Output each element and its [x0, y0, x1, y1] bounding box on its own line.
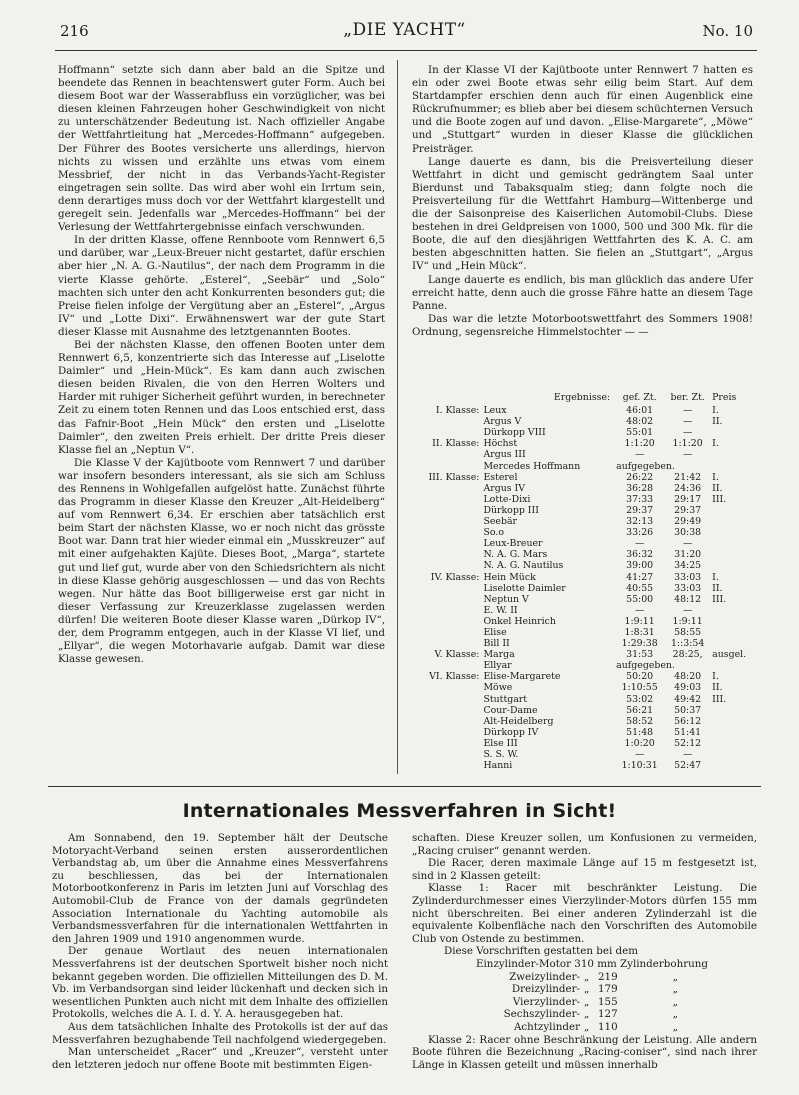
- result-row: [412, 527, 753, 538]
- cylinder-item: [412, 971, 757, 984]
- result-prize: [712, 538, 753, 549]
- result-boat: Hein Mück: [483, 571, 536, 583]
- result-row: [412, 438, 753, 449]
- result-row: [412, 483, 753, 494]
- result-class: [412, 516, 483, 527]
- result-class: [412, 449, 483, 460]
- paragraph: Lange dauerte es endlich, bis man glücklich das andere Ufer erreicht hatte, denn auch die grosse Fähre hatte an diesem Tage Panne.: [412, 273, 753, 312]
- paragraph: Klasse 1: Racer mit beschränkter Leistung. Die Zylinderdurchmesser eines Vierzylinder-Motors dürfen 155 mm nicht überschreiten. Bei einer anderen Zylinderzahl ist die equivalente Kolbenfläche nach den Vorschriften des Automobile Club von Ostende zu bestimmen.: [412, 882, 757, 945]
- result-ber-time: 34:25: [674, 560, 702, 572]
- paragraph: In der Klasse VI der Kajütboote unter Rennwert 7 hatten es ein oder zwei Boote etwas sehr eilig beim Start. Auf dem Startdampfer erschien denn auch für einen Augenblick eine Rückrufnummer; es blieb aber bei diesem schüchternen Versuch und die Boote zogen auf und davon. „Elise-Margarete“, „Möwe“ und „Stuttgart“ wurden in dieser Klasse die glücklichen Preisträger.: [412, 64, 753, 155]
- result-row: [412, 538, 753, 549]
- result-gef-time: 32:13: [626, 516, 654, 528]
- results-table: [412, 392, 753, 774]
- result-gef-time: 36:32: [626, 549, 654, 561]
- result-class: [412, 416, 483, 427]
- paragraph: Der genaue Wortlaut des neuen internationalen Messverfahrens ist der deutschen Sportwelt bisher noch nicht bekannt gegeben worden. Die offiziellen Mitteilungen des D. M. Vb. im Verbandsorgan sind leider lückenhaft und decken sich in wesentlichen Punkten auch nicht mit dem Inhalte des offiziellen Protokolls, welches die A. I. d. Y. A. herausgegeben hat.: [52, 945, 388, 1021]
- result-gef-time: 1:8:31: [624, 626, 655, 638]
- result-row: [412, 583, 753, 594]
- cylinder-name: Zweizylinder-: [509, 970, 580, 983]
- result-class: IV. Klasse:: [430, 571, 480, 583]
- result-prize: II.: [712, 482, 723, 494]
- ditto-mark: „: [672, 1008, 678, 1021]
- paragraph: schaften. Diese Kreuzer sollen, um Konfusionen zu vermeiden, „Racing cruiser“ genannt werden.: [412, 832, 757, 857]
- result-class: [412, 716, 483, 727]
- result-row: [412, 727, 753, 738]
- result-prize: II.: [712, 416, 723, 428]
- result-ber-time: —: [682, 427, 693, 439]
- result-boat: N. A. G. Mars: [483, 549, 548, 561]
- cylinder-list: [412, 971, 757, 1034]
- result-ber-time: 56:12: [674, 715, 702, 727]
- result-note: aufgegeben.: [616, 460, 675, 472]
- result-boat: Hanni: [483, 760, 513, 772]
- ditto-mark: „: [584, 995, 590, 1008]
- result-ber-time: 48:12: [674, 593, 702, 605]
- result-prize: [712, 516, 753, 527]
- result-ber-time: 29:37: [674, 504, 702, 516]
- cylinder-bore: 179: [598, 983, 618, 996]
- paragraph: Das war die letzte Motorbootswettfahrt des Sommers 1908! Ordnung, segensreiche Himmelstochter — —: [412, 312, 753, 338]
- result-class: [412, 427, 483, 438]
- section-rule: [48, 786, 761, 787]
- result-prize: [712, 738, 753, 749]
- result-gef-time: 53:02: [626, 693, 654, 705]
- result-boat: Argus III: [483, 449, 526, 461]
- result-prize: [712, 727, 753, 738]
- result-row: [412, 427, 753, 438]
- result-gef-time: —: [634, 749, 645, 760]
- result-ber-time: —: [682, 749, 693, 760]
- result-gef-time: 1:10:55: [621, 682, 658, 694]
- result-ber-time: 28:25,: [672, 649, 703, 661]
- cylinder-item: [412, 996, 757, 1009]
- result-gef-time: 55:01: [626, 427, 654, 439]
- result-boat: E. W. II: [483, 604, 518, 616]
- result-boat: Onkel Heinrich: [483, 615, 556, 627]
- result-row: [412, 449, 753, 460]
- paragraph: Diese Vorschriften gestatten bei dem: [444, 945, 638, 958]
- result-ber-time: 1:9:11: [672, 615, 703, 627]
- right-column: [412, 64, 753, 370]
- result-boat: Marga: [483, 649, 515, 661]
- result-ber-time: 1:1:20: [672, 438, 703, 450]
- result-row: [412, 671, 753, 682]
- result-row: [412, 694, 753, 705]
- result-class: [412, 594, 483, 605]
- paragraph: Die Racer, deren maximale Länge auf 15 m festgesetzt ist, sind in 2 Klassen geteilt:: [412, 857, 757, 882]
- result-gef-time: 37:33: [626, 493, 654, 505]
- page-number: 216: [60, 22, 89, 40]
- result-ber-time: 52:12: [674, 737, 702, 749]
- result-gef-time: 1:1:20: [624, 438, 655, 450]
- ditto-mark: „: [584, 1020, 590, 1033]
- col-header-ber: ber. Zt.: [670, 392, 705, 403]
- result-class: [412, 660, 483, 671]
- paragraph: Die Klasse V der Kajütboote vom Rennwert 7 und darüber war insofern besonders interessant, als sie sich am Schluss des Rennens in Wohlgefallen aufgelöst hatte. Zunächst führte das Programm in dieser Klasse den Kreuzer „Alt-Heidelberg“ auf vom Rennwert 6,34. Er erschien aber tatsächlich erst beim Start der nächsten Klasse, wo er noch nicht das grösste Boot war. Dann trat hier wieder einmal ein „Musskreuzer“ auf mit einer aufgehakten Kajüte. Dieses Boot, „Marga“, startete gut und lief gut, wurde aber von den Schiedsrichtern als nicht in diese Klasse gehörig ausgeschlossen — und das von Rechts wegen. Nur hätte das Boot billigerweise erst gar nicht in dieser Verfassung zur Kreuzerklasse zugelassen werden dürfen! Die weiteren Boote dieser Klasse waren „Dürkop IV“, der, dem Programm entgegen, auch in der Klasse VI lief, und „Ellyar“, die wegen Motorhavarie aufgab. Damit war diese Klasse gewesen.: [58, 456, 385, 666]
- journal-title: „DIE YACHT“: [343, 20, 466, 40]
- result-class: [412, 461, 483, 472]
- result-row: [412, 594, 753, 605]
- result-class: [412, 749, 483, 760]
- result-prize: [712, 749, 753, 760]
- result-class: [412, 616, 483, 627]
- result-ber-time: 50:37: [674, 704, 702, 716]
- result-row: [412, 660, 753, 671]
- result-gef-time: —: [634, 538, 645, 550]
- results-label: Ergebnisse:: [553, 392, 611, 403]
- results-header-row: [412, 392, 753, 405]
- article-left-column: [52, 832, 388, 1090]
- result-class: [412, 694, 483, 705]
- result-boat: Lotte-Dixi: [483, 493, 531, 505]
- cylinder-name: Dreizylinder-: [511, 983, 580, 996]
- cylinder-item: [412, 983, 757, 996]
- ditto-mark: „: [584, 1008, 590, 1021]
- result-row: [412, 494, 753, 505]
- result-gef-time: 1:9:11: [624, 615, 655, 627]
- result-gef-time: 41:27: [626, 571, 654, 583]
- result-row: [412, 760, 753, 771]
- result-prize: [712, 560, 753, 571]
- result-prize: [712, 705, 753, 716]
- page-header: [50, 18, 759, 46]
- paragraph: Einzylinder-Motor 310 mm Zylinderbohrung: [476, 957, 708, 970]
- result-prize: [712, 605, 753, 616]
- result-row: [412, 560, 753, 571]
- ditto-mark: „: [672, 970, 678, 983]
- result-class: [412, 638, 483, 649]
- result-ber-time: —: [682, 416, 693, 428]
- result-boat: Mercedes Hoffmann: [483, 460, 581, 472]
- result-ber-time: 33:03: [674, 582, 702, 594]
- result-ber-time: —: [682, 449, 693, 461]
- result-boat: Cour-Dame: [483, 704, 538, 716]
- result-boat: Argus V: [483, 416, 522, 428]
- paragraph: Lange dauerte es dann, bis die Preisverteilung dieser Wettfahrt in dicht und gemischt gedrängtem Saal unter Bierdunst und Tabaksqualm stieg; dann folgte noch die Preisverteilung für die Wettfahrt Hamburg—Wittenberge und die der Saisonpreise des Kaiserlichen Automobil-Clubs. Diese bestehen in drei Geldpreisen von 1000, 500 und 300 Mk. für die Boote, die auf den diesjährigen Wettfahrten des K. A. C. am besten abgeschnitten hatten. Sie fielen an „Stuttgart“, „Argus IV“ und „Hein Mück“.: [412, 155, 753, 273]
- result-boat: Ellyar: [483, 660, 512, 672]
- ditto-mark: „: [672, 983, 678, 996]
- cylinder-bore: 219: [598, 970, 618, 983]
- result-ber-time: 31:20: [674, 549, 702, 561]
- result-class: [412, 538, 483, 549]
- result-row: [412, 516, 753, 527]
- result-ber-time: 48:20: [674, 671, 702, 683]
- result-ber-time: —: [682, 538, 693, 550]
- column-divider: [397, 60, 398, 774]
- result-gef-time: 39:00: [626, 560, 654, 572]
- header-rule: [55, 50, 757, 51]
- result-gef-time: 55:00: [626, 593, 654, 605]
- result-gef-time: 58:52: [626, 715, 654, 727]
- result-boat: Bill II: [483, 638, 510, 650]
- result-gef-time: 50:20: [626, 671, 654, 683]
- result-class: [412, 682, 483, 693]
- issue-number: No. 10: [702, 22, 753, 40]
- result-prize: ausgel.: [712, 649, 747, 661]
- result-row: [412, 682, 753, 693]
- result-prize: I.: [712, 571, 719, 583]
- result-prize: III.: [712, 593, 727, 605]
- cylinder-name: Achtzylinder: [513, 1020, 580, 1033]
- result-class: VI. Klasse:: [429, 671, 480, 683]
- article-right-column: [412, 832, 757, 1090]
- result-gef-time: 33:26: [626, 527, 654, 539]
- result-gef-time: 1:0:20: [624, 737, 655, 749]
- result-prize: [712, 760, 753, 771]
- result-ber-time: 52:47: [674, 760, 702, 772]
- result-class: [412, 583, 483, 594]
- result-boat: Seebär: [483, 516, 518, 528]
- cylinder-bore: 155: [598, 995, 618, 1008]
- result-row: [412, 461, 753, 472]
- result-prize: III.: [712, 493, 727, 505]
- result-ber-time: 33:03: [674, 571, 702, 583]
- result-boat: Leux-Breuer: [483, 538, 543, 550]
- result-class: [412, 560, 483, 571]
- result-boat: Leux: [483, 405, 507, 417]
- result-gef-time: 40:55: [626, 582, 654, 594]
- article-title: Internationales Messverfahren in Sicht!: [182, 800, 617, 822]
- result-row: [412, 638, 753, 649]
- result-gef-time: 56:21: [626, 704, 654, 716]
- result-gef-time: —: [634, 449, 645, 461]
- col-header-gef: gef. Zt.: [622, 392, 657, 403]
- paragraph: Aus dem tatsächlichen Inhalte des Protokolls ist der auf das Messverfahren bezughabende Teil nachfolgend wiedergegeben.: [52, 1020, 388, 1046]
- result-row: [412, 505, 753, 516]
- ditto-mark: „: [672, 995, 678, 1008]
- result-gef-time: 1:29:38: [621, 638, 658, 650]
- result-boat: Esterel: [483, 471, 518, 483]
- cylinder-item: [412, 1008, 757, 1021]
- cylinder-name: Vierzylinder-: [512, 995, 580, 1008]
- result-class: [412, 738, 483, 749]
- result-ber-time: 58:55: [674, 626, 702, 638]
- result-prize: II.: [712, 682, 723, 694]
- result-prize: II.: [712, 582, 723, 594]
- result-prize: [712, 427, 753, 438]
- result-row: [412, 649, 753, 660]
- result-boat: Dürkopp VIII: [483, 427, 546, 439]
- result-boat: Elise-Margarete: [483, 671, 561, 683]
- result-gef-time: 29:37: [626, 504, 654, 516]
- result-class: [412, 760, 483, 771]
- paragraph: Am Sonnabend, den 19. September hält der Deutsche Motoryacht-Verband seinen ersten ausserordentlichen Verbandstag ab, um über die Annahme eines Messverfahrens zu beschliessen, das bei der Internationalen Motorbootkonferenz in Paris im letzten Juni auf Vorschlag des Automobil-Club de France von der damals gegründeten Association Internationale du Yachting automobile als Verbandsmessverfahren für die internationalen Wettfahrten in den Jahren 1909 und 1910 angenommen wurde.: [52, 832, 388, 945]
- result-ber-time: 51:41: [674, 726, 702, 738]
- result-boat: Elise: [483, 626, 507, 638]
- result-row: [412, 716, 753, 727]
- result-ber-time: 24:36: [674, 482, 702, 494]
- result-boat: Alt-Heidelberg: [483, 715, 554, 727]
- result-ber-time: 49:42: [674, 693, 702, 705]
- result-class: [412, 705, 483, 716]
- ditto-mark: „: [584, 970, 590, 983]
- result-ber-time: 49:03: [674, 682, 702, 694]
- result-gef-time: 51:48: [626, 726, 654, 738]
- paragraph: Bei der nächsten Klasse, den offenen Booten unter dem Rennwert 6,5, konzentrierte sich das Interesse auf „Liselotte Daimler“ und „Hein-Mück“. Es kam dann auch zwischen diesen beiden Rivalen, die von den Herren Wolters und Harder mit ruhiger Sicherheit geführt wurden, in berechneter Zeit zu einem toten Rennen und das Loos entschied erst, dass das Fafnir-Boot „Hein Mück“ den ersten und „Liselotte Daimler“, den zweiten Preis erhielt. Der dritte Preis dieser Klasse fiel an „Neptun V“.: [58, 338, 385, 456]
- result-prize: [712, 505, 753, 516]
- result-ber-time: 21:42: [674, 471, 702, 483]
- result-class: [412, 527, 483, 538]
- result-class: [412, 727, 483, 738]
- result-boat: So.o: [483, 527, 504, 539]
- result-row: [412, 738, 753, 749]
- result-ber-time: 29:49: [674, 516, 702, 528]
- result-boat: Argus IV: [483, 482, 526, 494]
- result-class: [412, 494, 483, 505]
- result-prize: [712, 449, 753, 460]
- result-class: [412, 627, 483, 638]
- result-ber-time: 1::3:54: [670, 638, 705, 650]
- result-class: [412, 605, 483, 616]
- paragraph: Man unterscheidet „Racer“ und „Kreuzer“, versteht unter den letzteren jedoch nur offene Boote mit bestimmten Eigen-: [52, 1046, 388, 1071]
- result-class: [412, 505, 483, 516]
- result-prize: I.: [712, 671, 719, 683]
- result-ber-time: —: [682, 405, 693, 417]
- result-gef-time: 31:53: [626, 649, 654, 661]
- result-gef-time: 26:22: [626, 471, 654, 483]
- result-gef-time: 46:01: [626, 405, 654, 417]
- result-boat: Liselotte Daimler: [483, 582, 566, 594]
- result-ber-time: —: [682, 604, 693, 616]
- cylinder-bore: 110: [598, 1020, 618, 1033]
- result-row: [412, 605, 753, 616]
- result-prize: [712, 616, 753, 627]
- result-boat: Höchst: [483, 438, 518, 450]
- result-prize: I.: [712, 405, 719, 417]
- result-ber-time: 30:38: [674, 527, 702, 539]
- result-prize: I.: [712, 438, 719, 450]
- result-gef-time: 48:02: [626, 416, 654, 428]
- result-row: [412, 572, 753, 583]
- result-prize: [712, 638, 753, 649]
- result-row: [412, 405, 753, 416]
- result-row: [412, 749, 753, 760]
- result-boat: Möwe: [483, 682, 513, 694]
- result-gef-time: 36:28: [626, 482, 654, 494]
- paragraph: Klasse 2: Racer ohne Beschränkung der Leistung. Alle andern Boote führen die Bezeichnung „Racing-coniser“, sind nach ihrer Länge in Klassen geteilt und müssen innerhalb: [412, 1033, 757, 1071]
- ditto-mark: „: [672, 1020, 678, 1033]
- paragraph: In der dritten Klasse, offene Rennboote vom Rennwert 6,5 und darüber, war „Leux-Breuer nicht gestartet, dafür erschien aber hier „N. A. G.-Nautilus“, der nach dem Programm in die vierte Klasse gehörte. „Esterel“, „Seebär“ und „Solo“ machten sich unter den acht Konkurrenten besonders gut; die Preise fielen infolge der Vergütung aber an „Esterel“, „Argus IV“ und „Lotte Dixi“. Erwähnenswert war der gute Start dieser Klasse mit Ausnahme des letztgenannten Bootes.: [58, 234, 385, 338]
- result-class: [412, 549, 483, 560]
- result-prize: [712, 527, 753, 538]
- left-column: [58, 64, 385, 776]
- result-boat: Stuttgart: [483, 693, 528, 705]
- result-row: [412, 627, 753, 638]
- result-row: [412, 472, 753, 483]
- result-boat: Dürkopp III: [483, 504, 539, 516]
- result-row: [412, 616, 753, 627]
- result-class: I. Klasse:: [435, 405, 480, 417]
- result-boat: Else III: [483, 737, 518, 749]
- result-row: [412, 549, 753, 560]
- col-header-preis: Preis: [712, 392, 737, 403]
- result-prize: I.: [712, 471, 719, 483]
- result-boat: Neptun V: [483, 593, 529, 605]
- result-prize: [712, 716, 753, 727]
- result-prize: [712, 627, 753, 638]
- result-row: [412, 705, 753, 716]
- result-class: III. Klasse:: [428, 471, 480, 483]
- result-ber-time: 29:17: [674, 493, 702, 505]
- cylinder-bore: 127: [598, 1008, 618, 1021]
- result-note: aufgegeben.: [616, 660, 675, 672]
- result-row: [412, 416, 753, 427]
- result-boat: S. S. W.: [483, 749, 519, 760]
- result-class: II. Klasse:: [432, 438, 480, 450]
- result-class: V. Klasse:: [434, 649, 480, 661]
- result-class: [412, 483, 483, 494]
- paragraph: Hoffmann“ setzte sich dann aber bald an die Spitze und beendete das Rennen in beachtenswert guter Form. Auch bei diesem Boot war der Wasserabfluss ein vorzüglicher, was bei diesen kleinen Fahrzeugen hoher Geschwindigkeit von nicht zu unterschätzender Bedeutung ist. Nach offizieller Angabe der Wettfahrtleitung hat „Mercedes-Hoffmann“ aufgegeben. Der Führer des Bootes versicherte uns allerdings, hiervon nichts zu wissen und erzählte uns etwas vom einem Messbrief, der nicht in das Verbands-Yacht-Register eingetragen sein sollte. Das wird aber wohl ein Irrtum sein, denn derartiges muss doch vor der Wettfahrt klargestellt und geregelt sein. Jedenfalls war „Mercedes-Hoffmann“ bei der Verlesung der Wettfahrtergebnisse einfach verschwunden.: [58, 64, 385, 234]
- result-boat: Dürkopp IV: [483, 726, 539, 738]
- result-gef-time: 1:10:31: [621, 760, 658, 772]
- result-boat: N. A. G. Nautilus: [483, 560, 564, 572]
- cylinder-item: [412, 1021, 757, 1034]
- result-prize: [712, 549, 753, 560]
- ditto-mark: „: [584, 983, 590, 996]
- cylinder-name: Sechszylinder-: [503, 1008, 580, 1021]
- result-gef-time: —: [634, 604, 645, 616]
- result-prize: III.: [712, 693, 727, 705]
